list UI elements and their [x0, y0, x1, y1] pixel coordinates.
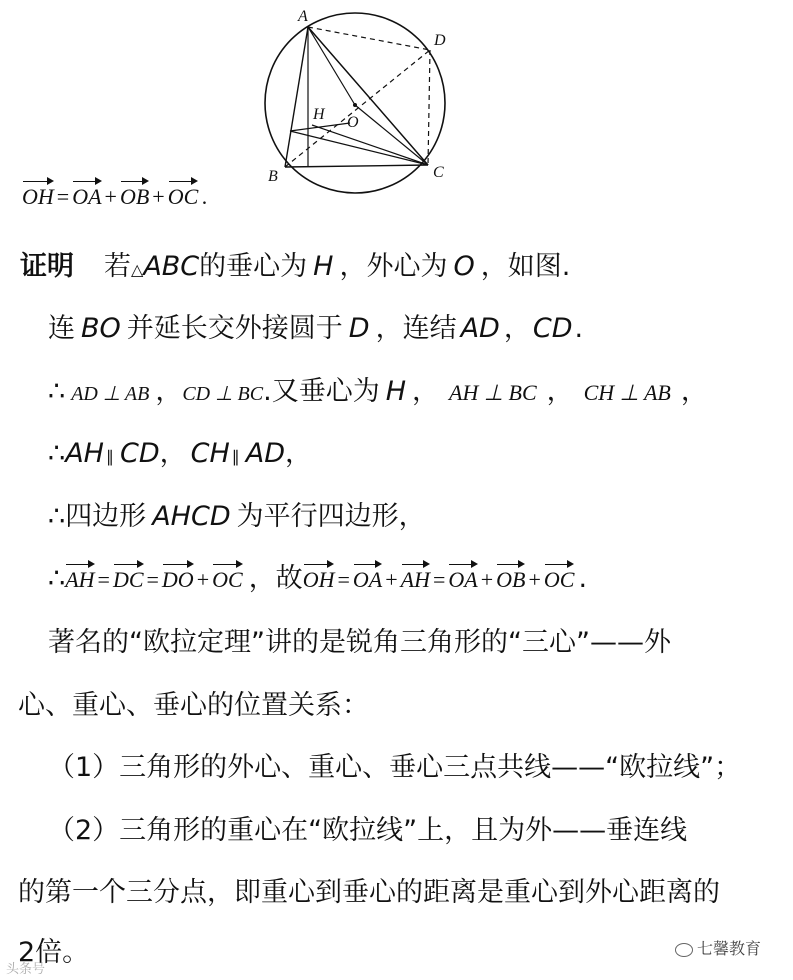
watermark-left: 头条号 [6, 962, 46, 977]
text: ， [503, 313, 531, 344]
text: 四边形 [65, 501, 147, 532]
math-cd: CD [532, 313, 573, 344]
dashed-ad [308, 27, 430, 50]
comma: ， [680, 376, 708, 407]
label-b: B [268, 168, 278, 185]
vector-ah: AH [401, 563, 430, 593]
vector-oh: OH [303, 563, 335, 593]
list-item-2-line-2: 的第一个三分点，即重心到垂心的距离是重心到外心距离的 [18, 877, 720, 908]
equals-sign: = [146, 567, 159, 592]
list-item-2-line-3: 2倍。 [18, 937, 90, 968]
list-item-1: （1）三角形的外心、重心、垂心三点共线——“欧拉线”； [48, 752, 742, 783]
plus-sign: + [196, 567, 210, 592]
text: 若 [104, 251, 131, 282]
equals-sign: = [56, 184, 70, 209]
equals-sign: = [97, 567, 110, 592]
watermark-right-text: 七馨教育 [697, 939, 762, 958]
proof-line-4 [48, 431, 312, 470]
math-ahcd: AHCD [152, 501, 231, 532]
text: 并延长交外接圆于 [126, 313, 343, 344]
watermark-right [675, 936, 761, 959]
math-ad: AD [245, 438, 286, 469]
math-ch: CH [190, 438, 230, 469]
period: . [202, 184, 208, 209]
comma: ， [155, 376, 183, 407]
label-o: O [347, 114, 359, 131]
dashed-dc [428, 50, 430, 165]
proof-line-5 [48, 494, 426, 533]
label-d: D [434, 32, 446, 49]
vector-oa: OA [448, 563, 477, 593]
vector-ob: OB [496, 563, 525, 593]
wechat-icon [675, 943, 693, 957]
proof-line-6 [48, 556, 587, 595]
segment-h-ab-foot [290, 123, 350, 131]
segment-ab [285, 27, 308, 167]
parallel-symbol: ∥ [231, 447, 240, 466]
vector-oc: OC [212, 563, 243, 593]
text: ，连结 [375, 313, 457, 344]
math-abc: ABC [143, 251, 200, 282]
text: ，如图. [480, 251, 571, 282]
math-ah-perp-bc: AH ⊥ BC [449, 380, 537, 405]
math-h: H [313, 251, 334, 282]
vector-oa: OA [353, 563, 382, 593]
segment-ao [308, 27, 355, 105]
proof-line-1 [20, 244, 570, 283]
text: . [574, 313, 584, 344]
label-a: A [298, 8, 308, 25]
vector-equation-1 [65, 567, 243, 592]
paragraph-line-1: 著名的“欧拉定理”讲的是锐角三角形的“三心”——外 [48, 627, 671, 658]
period: . [578, 563, 588, 594]
math-ch-perp-ab: CH ⊥ AB [583, 380, 671, 405]
proof-line-3 [48, 369, 708, 408]
therefore-symbol: ∴ [48, 563, 66, 594]
therefore-symbol: ∴ [48, 376, 66, 407]
vector-do: DO [162, 563, 194, 593]
text: ，外心为 [339, 251, 448, 282]
math-cd: CD [119, 438, 160, 469]
proof-heading: 证明 [20, 251, 74, 282]
text: ，故 [248, 563, 303, 594]
geometry-figure [250, 5, 470, 200]
label-h: H [313, 106, 325, 123]
therefore-symbol: ∴ [48, 501, 66, 532]
math-cd-perp-bc: CD ⊥ BC [182, 383, 264, 405]
point-o [353, 103, 357, 107]
plus-sign: + [480, 567, 494, 592]
segment-bc [285, 165, 428, 167]
plus-sign: + [385, 567, 398, 592]
plus-sign: + [528, 567, 541, 592]
paragraph-line-2: 心、重心、垂心的位置关系： [18, 690, 369, 721]
math-ad-perp-ab: AD ⊥ AB [71, 383, 150, 405]
vector-ah: AH [65, 563, 94, 593]
equals-sign: = [337, 567, 350, 592]
vector-oa: OA [72, 180, 101, 210]
text: 连 [48, 313, 75, 344]
formula-euler-vector [22, 180, 208, 210]
math-o: O [453, 251, 475, 282]
parallel-symbol: ∥ [105, 447, 114, 466]
triangle-symbol: △ [131, 260, 144, 279]
math-d: D [348, 313, 370, 344]
comma: ， [546, 376, 574, 407]
list-item-2-line-1: （2）三角形的重心在“欧拉线”上，且为外——垂连线 [48, 815, 688, 846]
comma: ， [159, 438, 187, 469]
vector-equation-2 [303, 567, 575, 592]
equals-sign: = [432, 567, 446, 592]
proof-line-2 [48, 306, 583, 345]
plus-sign: + [152, 184, 165, 209]
vector-ob: OB [120, 180, 149, 210]
text: .又垂心为 [263, 376, 380, 407]
math-ad: AD [460, 313, 500, 344]
comma: ， [285, 438, 313, 469]
therefore-symbol: ∴ [48, 438, 66, 469]
vector-oc: OC [544, 563, 575, 593]
vector-dc: DC [113, 563, 144, 593]
vector-oh: OH [22, 180, 54, 210]
label-c: C [433, 164, 444, 181]
comma: ， [412, 376, 440, 407]
math-bo: BO [81, 313, 121, 344]
math-h: H [385, 376, 407, 407]
text: 的垂心为 [199, 251, 308, 282]
math-ah: AH [65, 438, 104, 469]
vector-oc: OC [168, 180, 199, 210]
text: 为平行四边形， [236, 501, 426, 532]
plus-sign: + [104, 184, 117, 209]
